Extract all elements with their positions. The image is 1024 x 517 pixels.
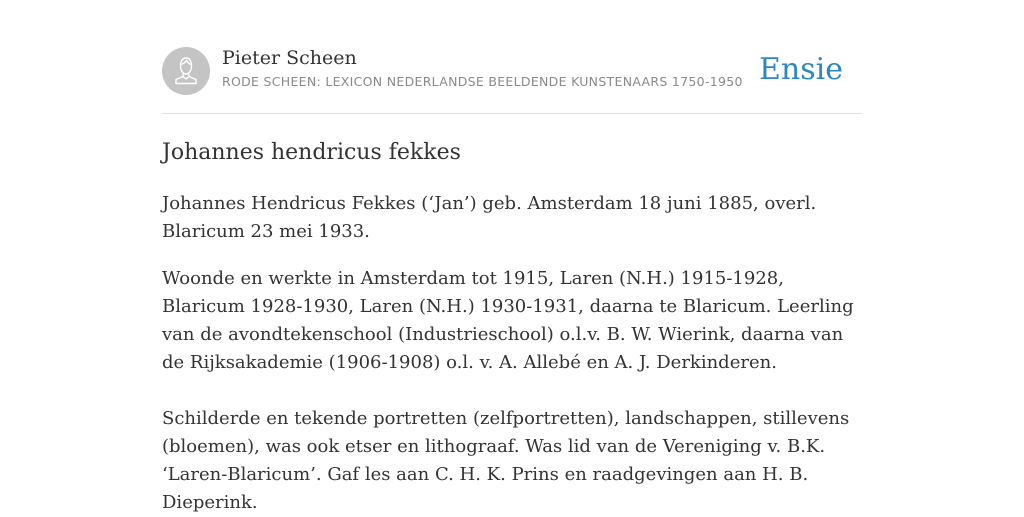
user-icon <box>162 47 210 95</box>
avatar[interactable] <box>162 47 210 95</box>
author-name[interactable]: Pieter Scheen <box>222 47 357 69</box>
paragraph-works: Schilderde en tekende portretten (zelfportretten), landschappen, stillevens (bloemen), was ook etser en lithograaf. Was lid van de Vereniging v. B.K. ‘Laren-Blaricum’. Gaf les aan C. H. K. Prins en raadgevingen aan H. B. Dieperink. <box>162 408 850 513</box>
header-divider <box>162 113 862 114</box>
article-page <box>162 0 862 512</box>
ensie-logo[interactable]: Ensie <box>759 52 843 87</box>
page-title: Johannes hendricus fekkes <box>162 140 461 165</box>
paragraph-residence-education: Woonde en werkte in Amsterdam tot 1915, Laren (N.H.) 1915-1928, Blaricum 1928-1930, Laren (N.H.) 1930-1931, daarna te Blaricum. Leerling van de avondtekenschool (Industrieschool) o.l.v. B. W. Wierink, daarna van de Rijksakademie (1906-1908) o.l. v. A. Allebé en A. J. Derkinderen. <box>162 268 854 373</box>
article-header <box>162 46 862 96</box>
source-label[interactable]: RODE SCHEEN: LEXICON NEDERLANDSE BEELDENDE KUNSTENAARS 1750-1950 <box>222 74 743 89</box>
paragraph-birth-death: Johannes Hendricus Fekkes (‘Jan’) geb. Amsterdam 18 juni 1885, overl. Blaricum 23 mei 1933. <box>162 193 817 242</box>
